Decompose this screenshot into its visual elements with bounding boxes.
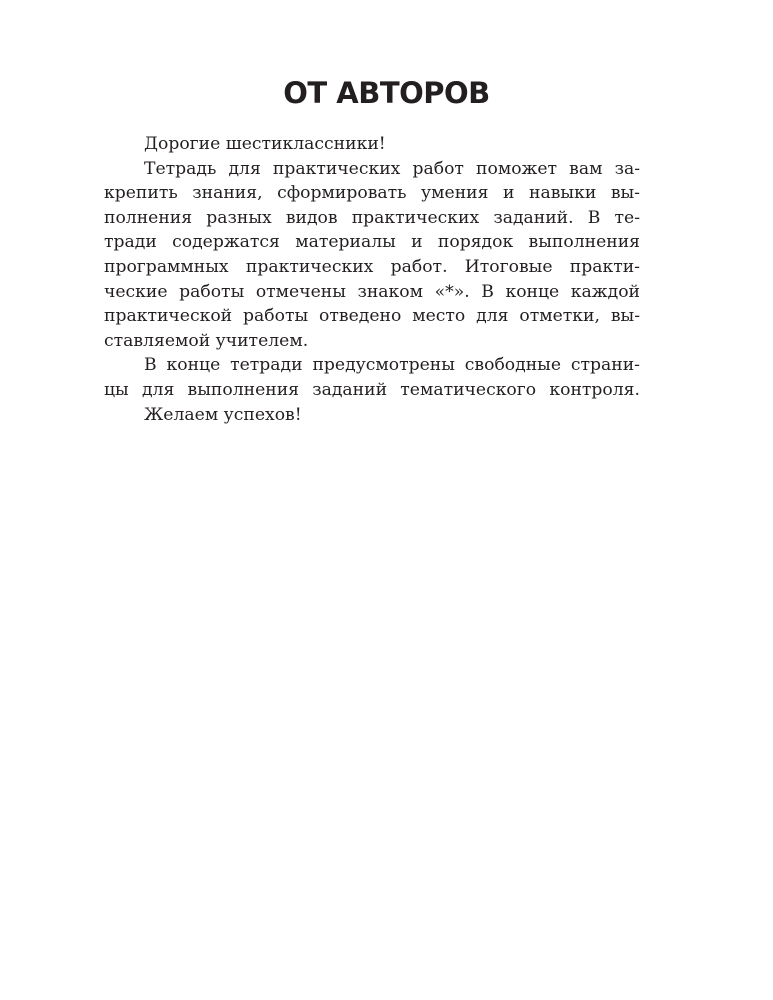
- page-title: ОТ АВТОРОВ: [283, 76, 490, 110]
- text-line: полнения разных видов практических заданий. В те-: [104, 207, 640, 228]
- text-line: практической работы отведено место для отметки, вы-: [104, 306, 640, 327]
- text-line: тради содержатся материалы и порядок выполнения: [104, 232, 640, 253]
- text-line: цы для выполнения заданий тематического контроля.: [104, 379, 640, 400]
- body-text: [104, 132, 640, 427]
- text-line: В конце тетради предусмотрены свободные страни-: [144, 355, 640, 376]
- text-line: крепить знания, сформировать умения и навыки вы-: [104, 183, 640, 204]
- text-line: ставляемой учителем.: [104, 330, 309, 351]
- text-line: ческие работы отмечены знаком «*». В конце каждой: [104, 281, 640, 302]
- text-line: программных практических работ. Итоговые практи-: [104, 256, 640, 277]
- text-line: Тетрадь для практических работ поможет вам за-: [144, 158, 640, 179]
- text-line: Желаем успехов!: [144, 404, 302, 425]
- text-line: Дорогие шестиклассники!: [144, 134, 386, 154]
